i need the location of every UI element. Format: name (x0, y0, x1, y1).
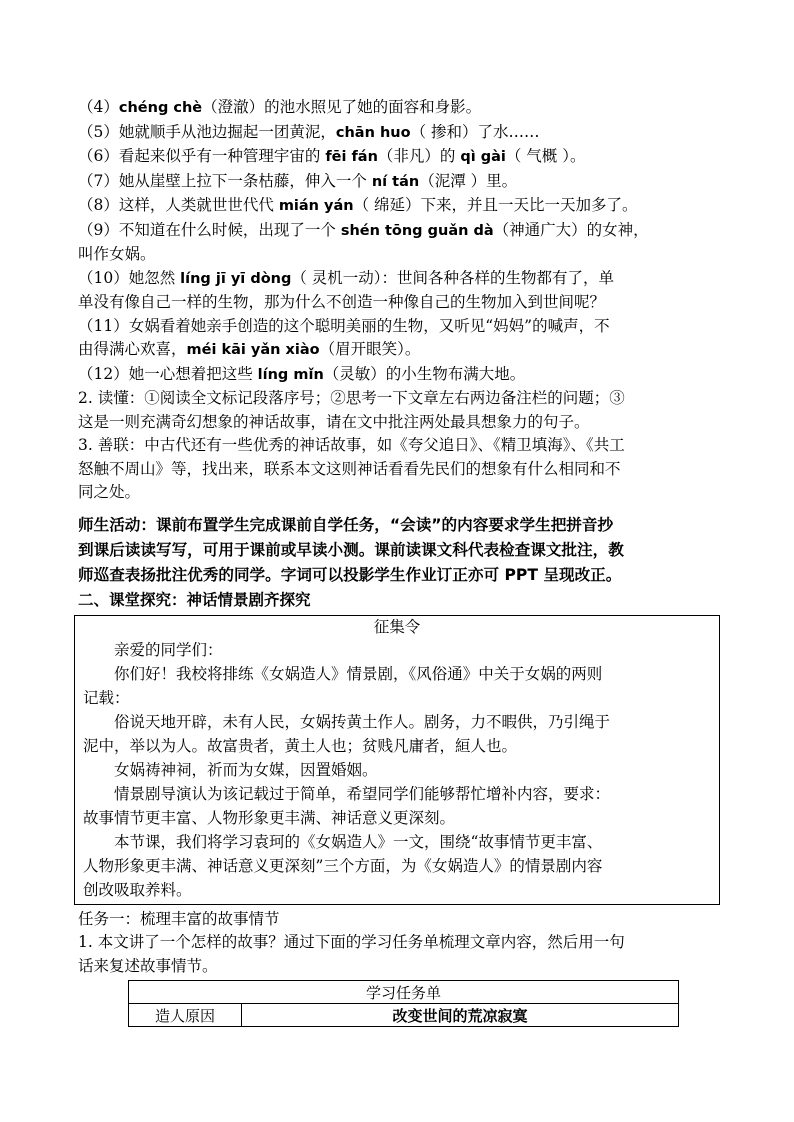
section-heading: 二、课堂探究：神话情景剧齐探究 (78, 590, 311, 609)
pinyin: líng jī yī dòng (180, 270, 292, 287)
notice-title: 征集令 (373, 617, 421, 636)
list-item: （11）女娲看着她亲手创造的这个聪明美丽的生物，又听见“妈妈”的喊声，不 (78, 316, 610, 335)
notice-paragraph-continuation: 人物形象更丰满、神话意义更深刻”三个方面，为《女娲造人》的情景剧内容 (83, 856, 603, 875)
notice-paragraph: 情景剧导演认为该记载过于简单，希望同学们能够帮忙增补内容，要求： (114, 784, 611, 803)
pinyin: chān huo (335, 124, 411, 141)
pinyin: chéng chè (118, 100, 203, 116)
table-row (129, 1004, 679, 1027)
notice-paragraph-continuation: 故事情节更丰富、人物形象更丰满、神话意义更深刻。 (83, 808, 456, 827)
task-question-continuation: 话来复述故事情节。 (78, 956, 218, 975)
pinyin: ní tán (371, 173, 420, 190)
link-task-continuation: 同之处。 (78, 483, 141, 501)
list-item-continuation: 叫作女娲。 (78, 245, 156, 263)
list-item: （10）她忽然 líng jī yī dòng（ 灵机一动）：世间各种各样的生物都有了，单 (78, 268, 615, 287)
task-heading: 任务一：梳理丰富的故事情节 (78, 909, 280, 928)
document-page (78, 96, 730, 1027)
notice-paragraph: 女娲祷神祠，祈而为女媒，因置婚姻。 (114, 760, 378, 779)
notice-box (74, 615, 720, 905)
list-item: （9）不知道在什么时候，出现了一个 shén tōng guǎn dà（神通广大）的女神， (78, 220, 649, 239)
notice-greeting: 亲爱的同学们： (114, 640, 223, 659)
list-item-continuation: 由得满心欢喜，méi kāi yǎn xiào（眉开眼笑）。 (78, 340, 421, 358)
pinyin: mián yán (278, 198, 354, 214)
reading-task: 2. 读懂：①阅读全文标记段落序号；②思考一下文章左右两边备注栏的问题；③ (78, 389, 625, 407)
list-item: （6）看起来似乎有一种管理宇宙的 fēi fán（非凡）的 qì gài（ 气概 ）。 (78, 147, 586, 165)
task-table-title: 学习任务单 (129, 981, 679, 1004)
task-question: 1. 本文讲了一个怎样的故事？通过下面的学习任务单梳理文章内容，然后用一句 (78, 933, 625, 951)
list-item: （5）她就顺手从池边掘起一团黄泥，chān huo（ 掺和）了水…… (78, 122, 540, 141)
notice-paragraph-continuation: 记载： (83, 688, 130, 707)
notice-paragraph-continuation: 创改吸取养料。 (83, 880, 192, 899)
reading-task-continuation: 这是一则充满奇幻想象的神话故事，请在文中批注两处最具想象力的句子。 (78, 412, 590, 431)
table-cell-value: 改变世间的荒凉寂寞 (242, 1004, 679, 1027)
notice-paragraph: 你们好！我校将排练《女娲造人》情景剧，《风俗通》中关于女娲的两则 (114, 664, 603, 683)
list-item: （7）她从崖壁上拉下一条枯藤，伸入一个 ní tán（泥潭 ）里。 (78, 171, 518, 190)
pinyin: shén tōng guǎn dà (340, 222, 494, 239)
link-task-continuation: 怒触不周山》等，找出来，联系本文这则神话看看先民们的想象有什么相同和不 (78, 459, 621, 478)
list-item: （12）她一心想着把这些 líng mǐn（灵敏）的小生物布满大地。 (78, 364, 526, 383)
list-item: （8）这样，人类就世世代代 mián yán（ 绵延）下来，并且一天比一天加多了。 (78, 196, 638, 214)
list-item: （4）chéng chè（澄澈）的池水照见了她的面容和身影。 (78, 98, 482, 116)
pinyin: fēi fán (325, 149, 378, 165)
notice-paragraph: 本节课，我们将学习袁珂的《女娲造人》一文，围绕“故事情节更丰富、 (114, 832, 603, 851)
pinyin: méi kāi yǎn xiào (186, 342, 320, 358)
pinyin: líng mǐn (257, 366, 324, 383)
task-table (128, 980, 679, 1027)
notice-paragraph: 俗说天地开辟，未有人民，女娲抟黄土作人。剧务，力不暇供，乃引绳于 (114, 712, 611, 731)
notice-paragraph-continuation: 泥中，举以为人。故富贵者，黄土人也；贫贱凡庸者，絙人也。 (83, 736, 518, 755)
link-task: 3. 善联：中古代还有一些优秀的神话故事，如《夸父追日》、《精卫填海》、《共工 (78, 436, 625, 454)
pinyin: qì gài (460, 149, 506, 165)
teacher-activity: 师生活动：课前布置学生完成课前自学任务，“会读”的内容要求学生把拼音抄 到课后读读写写，可用于课前或早读小测。课前读课文科代表检查课文批注，教 师巡查表扬批注优秀的同学。字词可以投影学生作业订正亦可 PPT 呈现改正。 (78, 515, 624, 584)
list-item-continuation: 单没有像自己一样的生物，那为什么不创造一种像自己的生物加入到世间呢？ (78, 293, 606, 311)
table-cell-label: 造人原因 (129, 1004, 242, 1027)
